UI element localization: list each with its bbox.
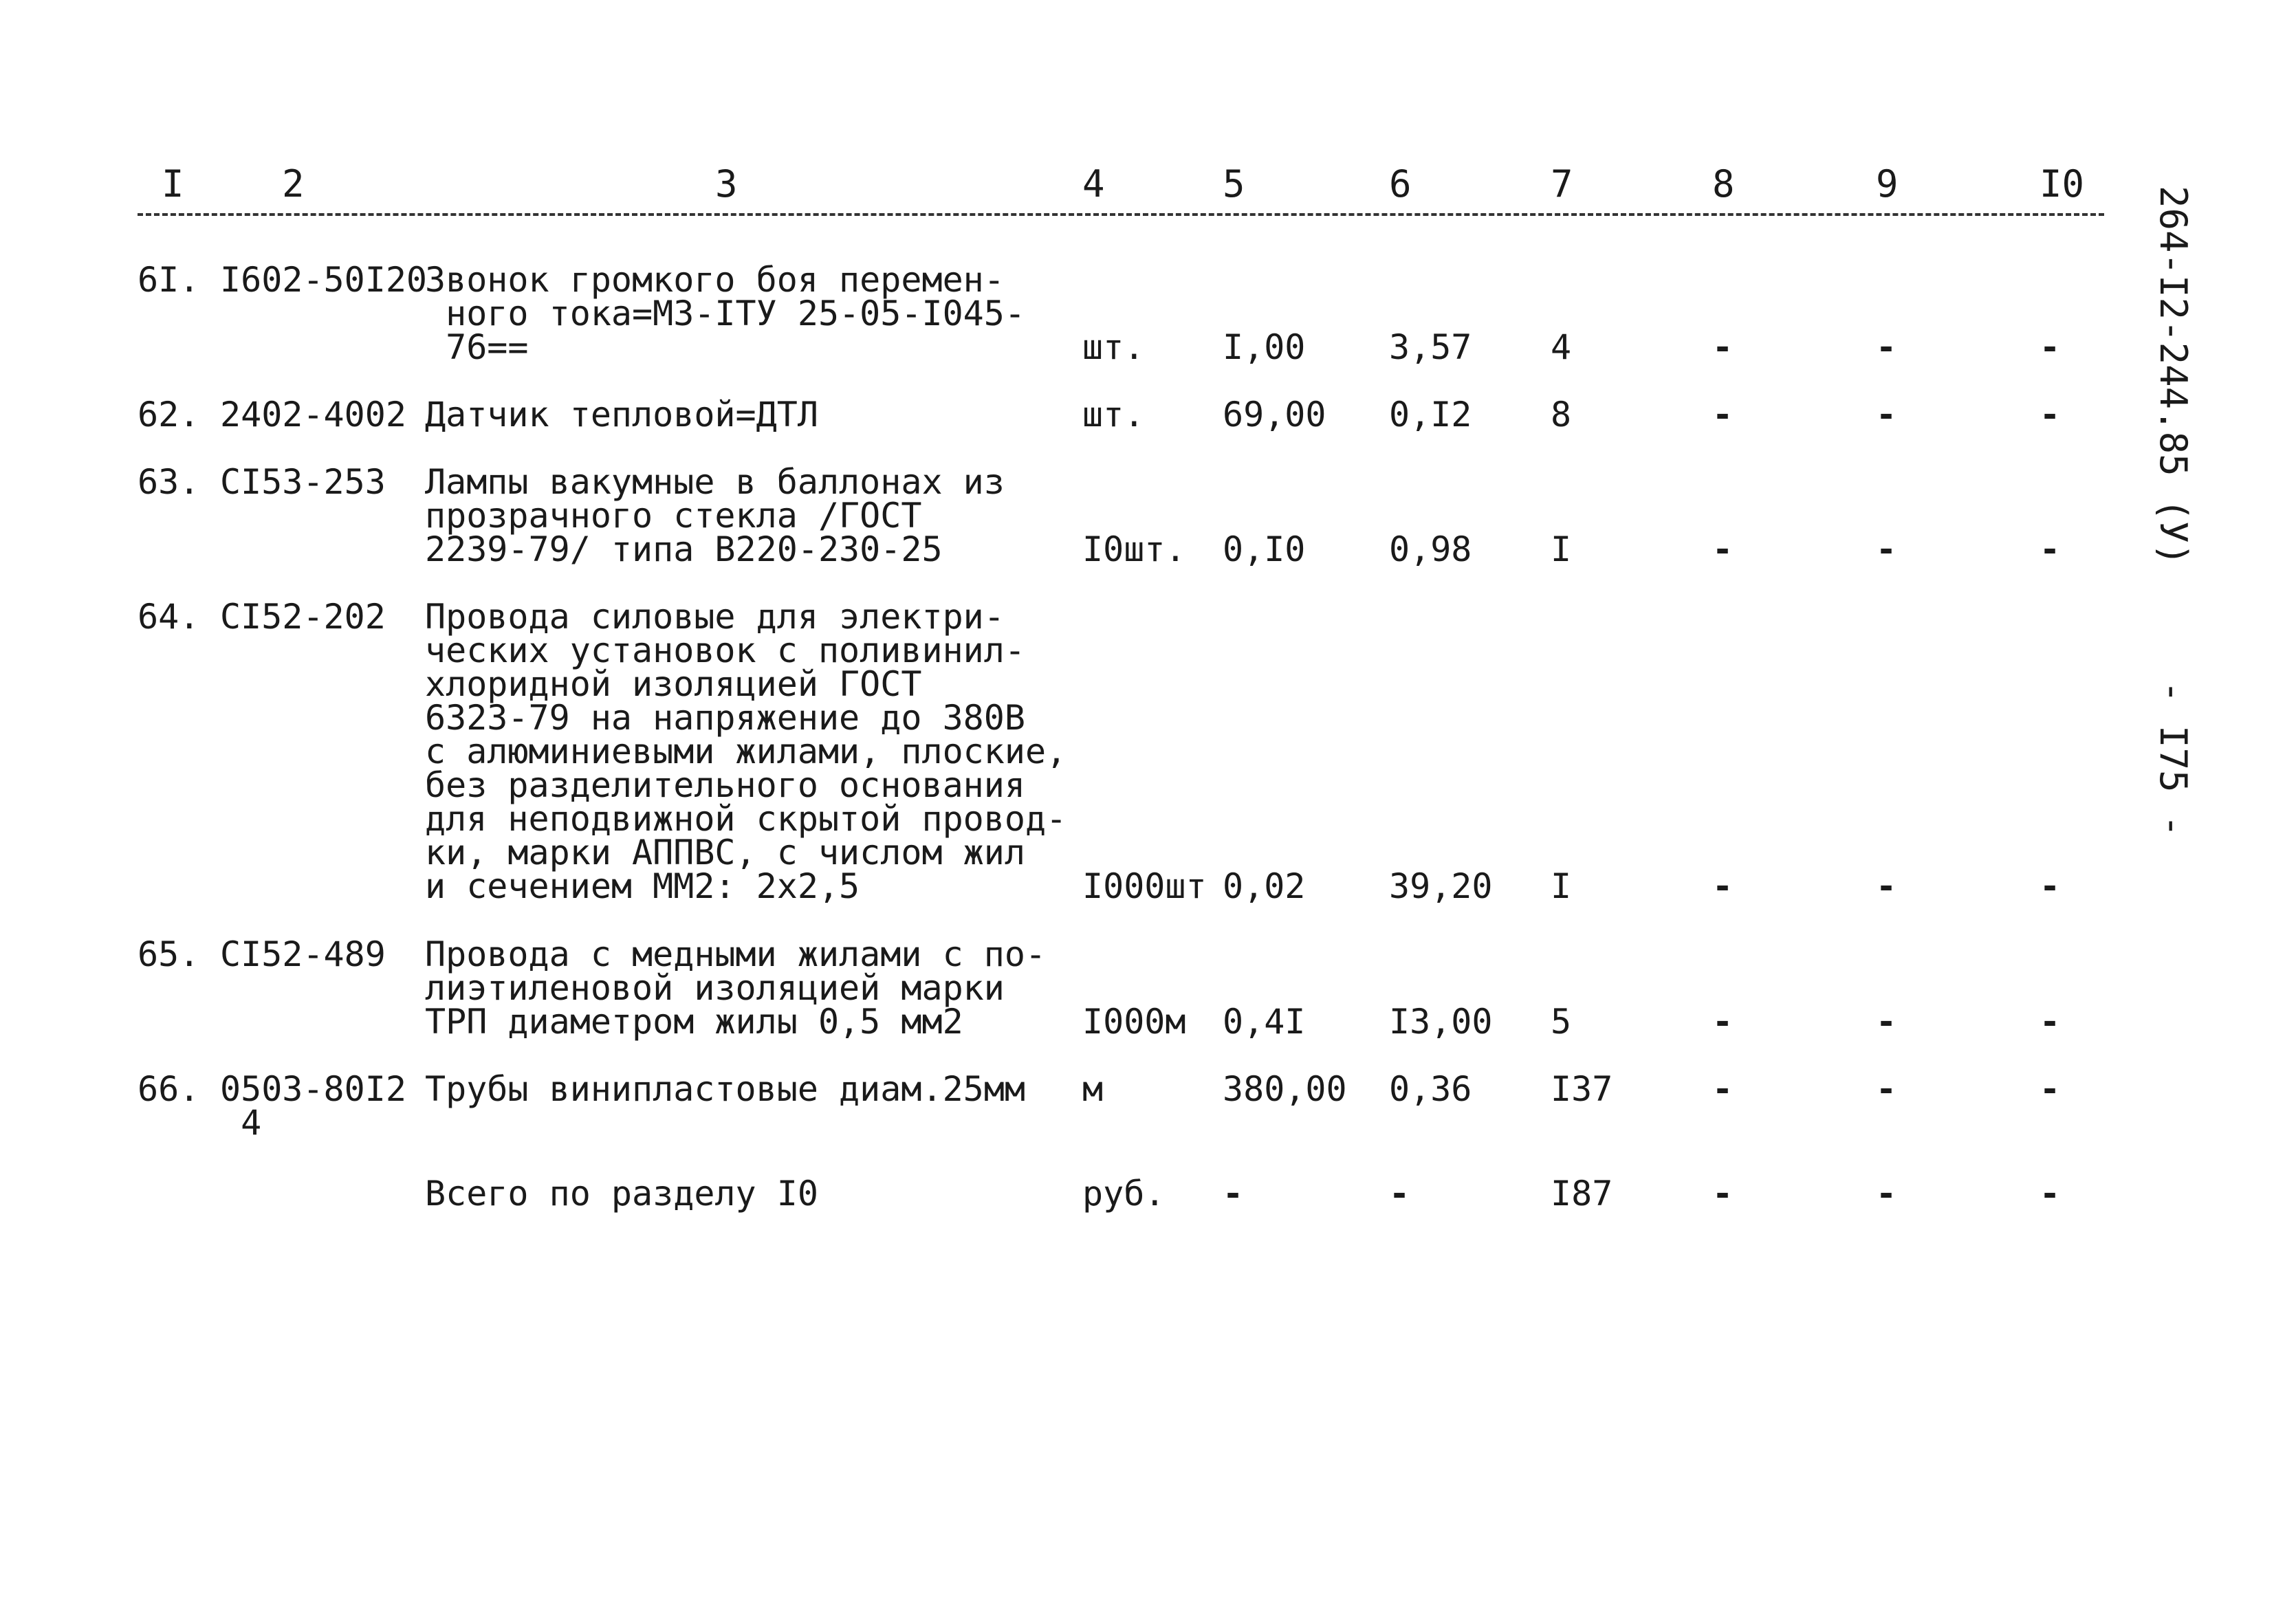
row-col10: - [2040,1069,2061,1109]
row-quantity: 0,4I [1223,1002,1306,1042]
col-header-10: I0 [2040,162,2085,206]
col-header-6: 6 [1389,162,1412,206]
row-col8: - [1712,1002,1734,1042]
row-price: 0,36 [1389,1069,1472,1109]
page-number: - I75 - [2152,681,2195,837]
row-unit: шт. [1082,327,1145,367]
row-col10: - [2040,866,2061,906]
row-col8: - [1712,327,1734,367]
row-quantity: I,00 [1223,327,1306,367]
row-total: 5 [1551,1002,1572,1042]
row-description: Провода с медными жилами с по- лиэтиленовой изоляцией марки ТРП диаметром жилы 0,5 мм2 [425,934,1047,1042]
row-code: I602-50I20 [220,260,428,300]
row-description: Провода силовые для электри- ческих установок с поливинил- хлоридной изоляцией ГОСТ 6323-79 на напряжение до 380В с алюминиевыми жилами, плоские, без разделительного основания для неподвижной скрытой провод- ки, марки АППВС, с числом жил и сечением ММ2: 2х2,5 [425,597,1067,906]
row-code: 0503-80I2 4 [220,1069,406,1143]
row-quantity: 0,I0 [1223,529,1306,569]
row-code: CI53-253 [220,462,386,502]
row-col8: - [1712,395,1734,435]
row-total: 4 [1551,327,1572,367]
row-quantity: - [1223,1174,1244,1214]
row-col8: - [1712,529,1734,569]
row-price: 0,I2 [1389,395,1472,435]
row-description: Звонок громкого боя перемен- ного тока=М3-IТУ 25-05-I045- 76== [425,260,1025,367]
row-unit: I000шт [1082,866,1207,906]
row-number: 64. [138,597,200,637]
row-col10: - [2040,327,2061,367]
row-quantity: 380,00 [1223,1069,1347,1109]
col-header-4: 4 [1082,162,1105,206]
row-col9: - [1876,866,1897,906]
row-total: I87 [1551,1174,1613,1214]
col-header-7: 7 [1551,162,1573,206]
row-price: 0,98 [1389,529,1472,569]
row-description: Лампы вакумные в баллонах из прозрачного стекла /ГОСТ 2239-79/ типа В220-230-25 [425,462,1005,569]
document-code: 264-I2-244.85 (У) [2152,186,2195,566]
row-col9: - [1876,327,1897,367]
total-label: Всего по разделу I0 [425,1174,818,1214]
row-col8: - [1712,1069,1734,1109]
row-unit: I0шт. [1082,529,1186,569]
row-description: Трубы винипластовые диам.25мм [425,1069,1025,1109]
row-price: 3,57 [1389,327,1472,367]
row-number: 62. [138,395,200,435]
row-number: 65. [138,934,200,974]
row-col8: - [1712,1174,1734,1214]
row-number: 63. [138,462,200,502]
row-price: 39,20 [1389,866,1493,906]
row-unit: шт. [1082,395,1145,435]
row-unit: м [1082,1069,1104,1109]
row-total: 8 [1551,395,1572,435]
row-total: I37 [1551,1069,1613,1109]
row-total: I [1551,866,1572,906]
row-col10: - [2040,1002,2061,1042]
col-header-5: 5 [1223,162,1245,206]
row-col9: - [1876,529,1897,569]
row-col10: - [2040,1174,2061,1214]
row-unit: I000м [1082,1002,1186,1042]
header-divider [138,213,2104,216]
col-header-3: 3 [715,162,738,206]
col-header-8: 8 [1712,162,1735,206]
row-unit: руб. [1082,1174,1166,1214]
row-col9: - [1876,395,1897,435]
col-header-1: I [162,162,184,206]
row-price: - [1389,1174,1410,1214]
row-col10: - [2040,529,2061,569]
row-price: I3,00 [1389,1002,1493,1042]
row-total: I [1551,529,1572,569]
row-col9: - [1876,1069,1897,1109]
row-description: Датчик тепловой=ДТЛ [425,395,818,435]
row-code: CI52-489 [220,934,386,974]
col-header-9: 9 [1876,162,1899,206]
row-quantity: 0,02 [1223,866,1306,906]
row-code: 2402-4002 [220,395,406,435]
row-col9: - [1876,1002,1897,1042]
row-col10: - [2040,395,2061,435]
row-code: CI52-202 [220,597,386,637]
row-col9: - [1876,1174,1897,1214]
row-number: 6I. [138,260,200,300]
row-quantity: 69,00 [1223,395,1326,435]
row-col8: - [1712,866,1734,906]
col-header-2: 2 [282,162,305,206]
row-number: 66. [138,1069,200,1109]
